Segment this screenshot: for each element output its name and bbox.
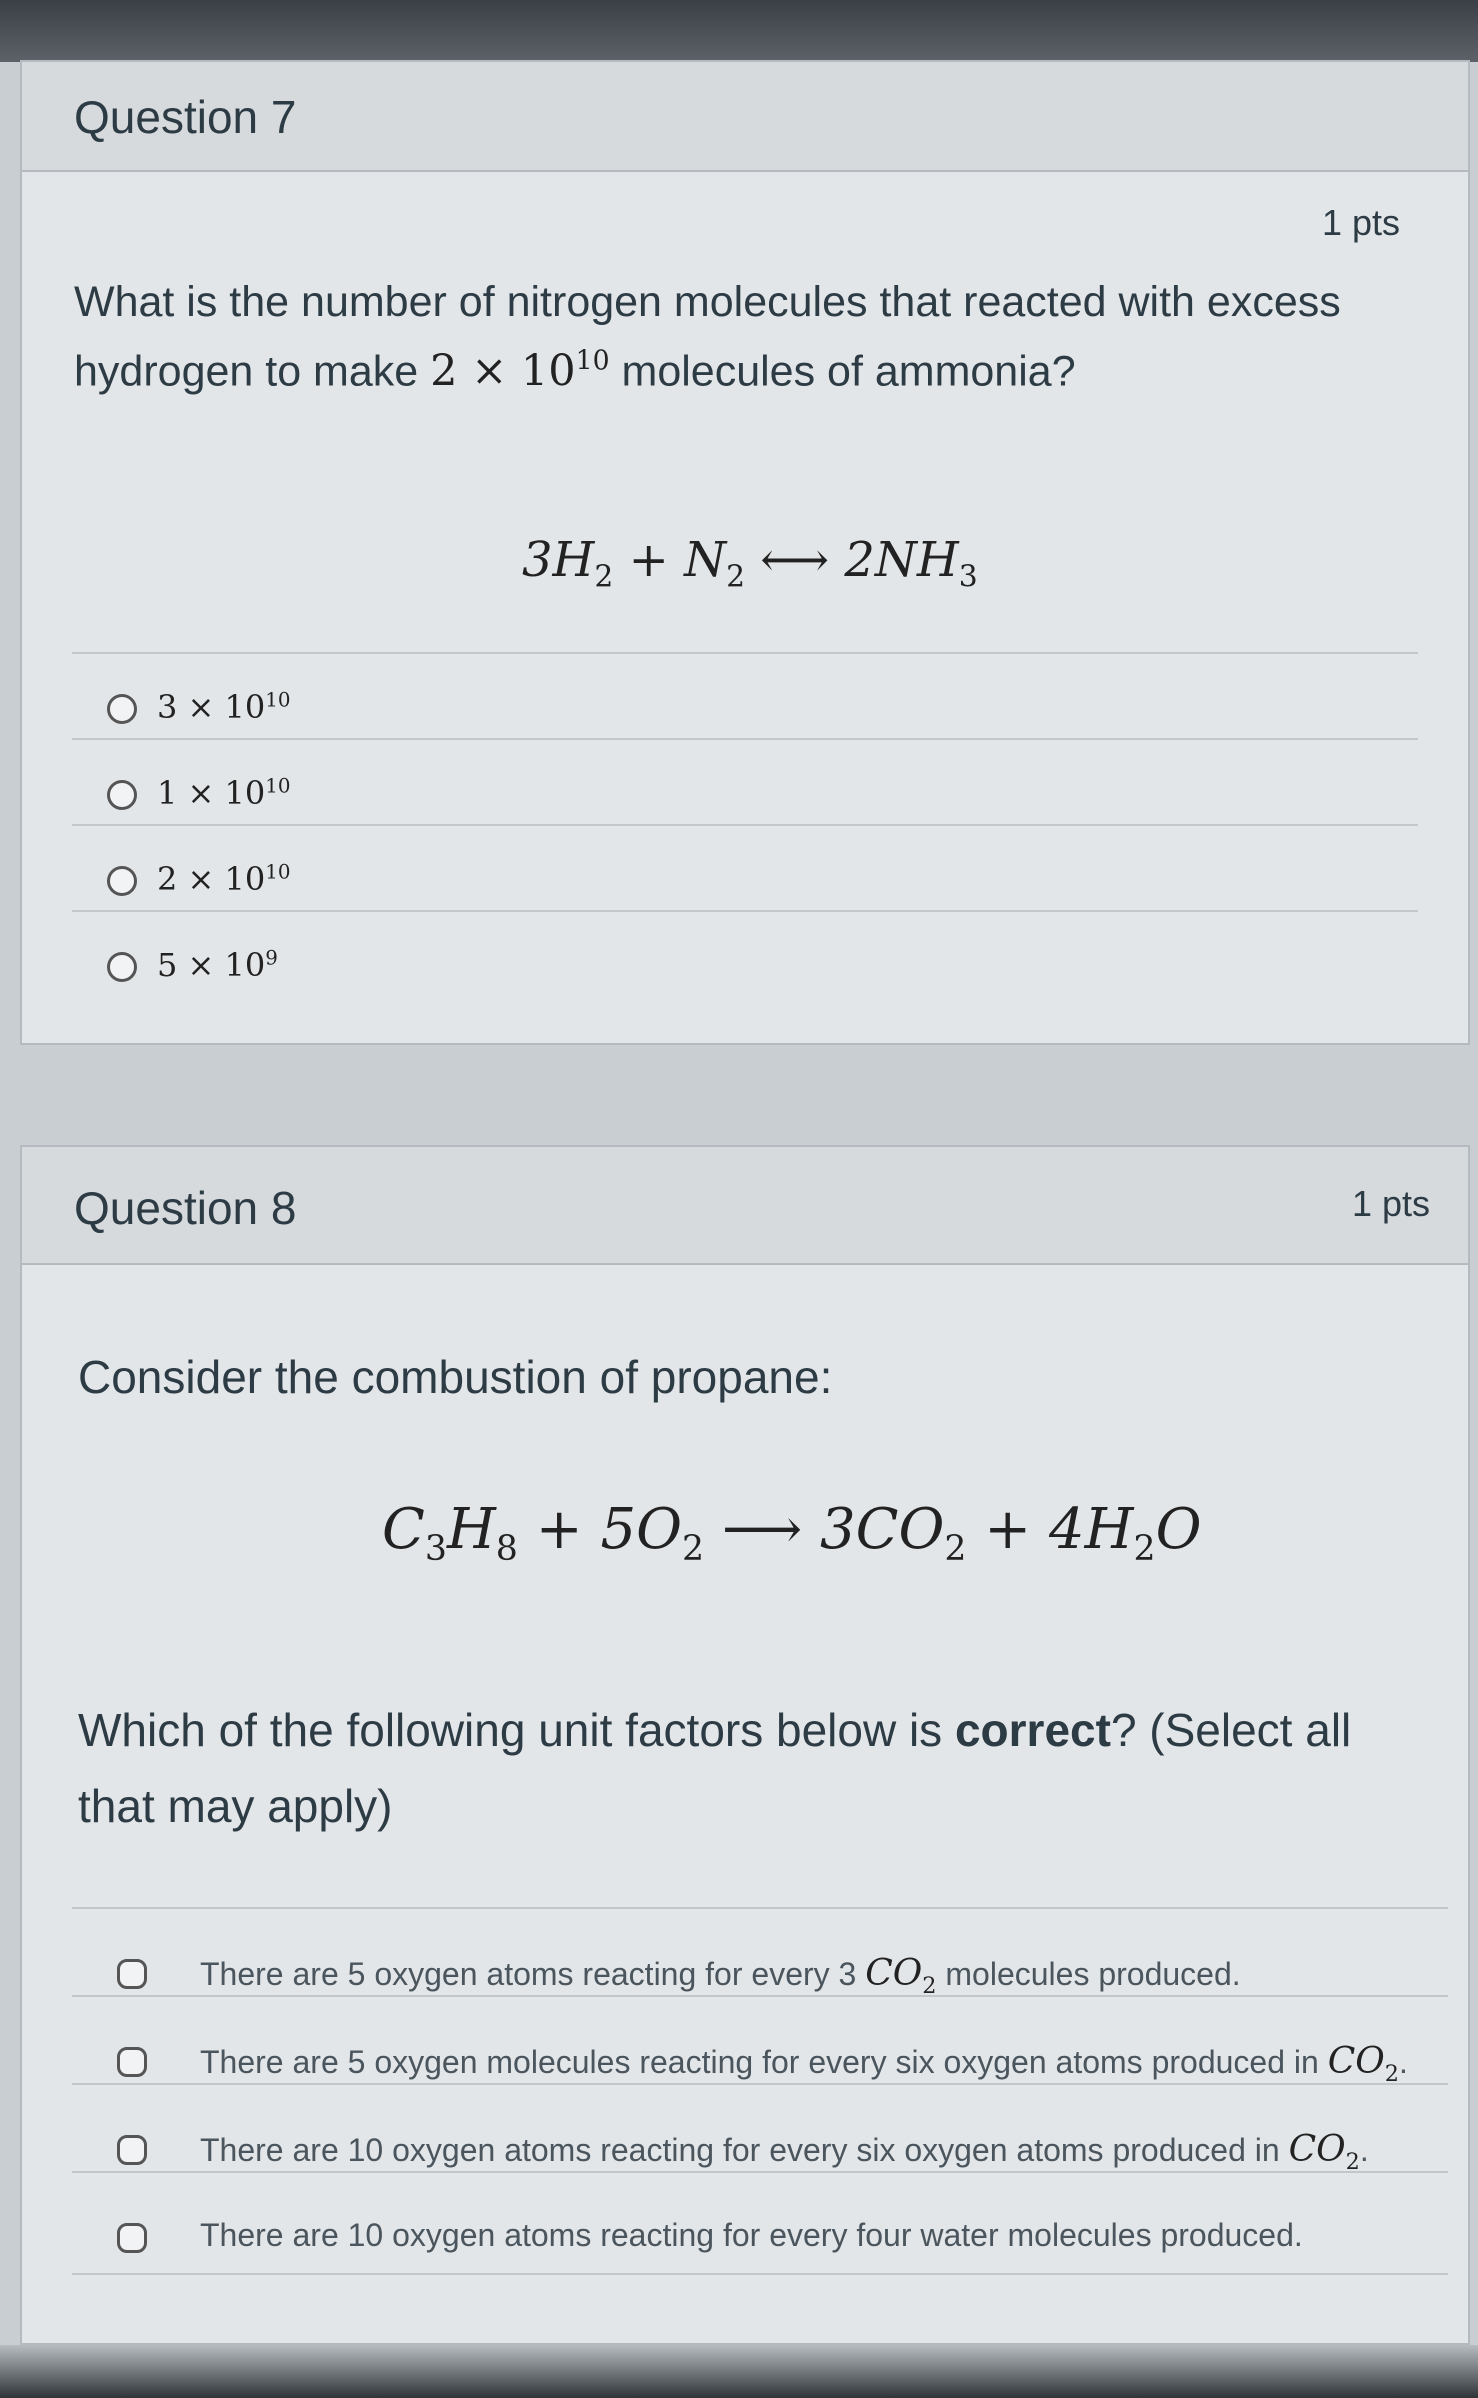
checkbox[interactable] xyxy=(117,2047,147,2077)
amount-math: $2 \times 10^{10}$ xyxy=(430,346,610,397)
question-title: Question 8 xyxy=(74,1182,297,1234)
question-7-header xyxy=(22,62,1468,172)
question-text-part: What is the number of nitrogen molecules that reacted with excess hydrogen to make xyxy=(74,278,1341,396)
option-label: There are 10 oxygen atoms reacting for every six oxygen atoms produced in $CO_2$. xyxy=(200,2129,1369,2176)
option-label: There are 5 oxygen atoms reacting for every 3 $CO_2$ molecules produced. xyxy=(200,1953,1241,2000)
question-8-panel xyxy=(20,1145,1470,2345)
answer-option[interactable] xyxy=(72,910,1418,998)
checkbox[interactable] xyxy=(117,1959,147,1989)
top-bar xyxy=(0,0,1478,62)
bottom-bezel xyxy=(0,2345,1478,2398)
answer-option[interactable] xyxy=(72,2083,1448,2176)
question-7-panel xyxy=(20,60,1470,1045)
question-points: 1 pts xyxy=(1322,202,1401,243)
question-text xyxy=(74,272,1374,401)
answer-option[interactable] xyxy=(72,1995,1448,2088)
option-label: $1 \times 10^{10}$ xyxy=(157,774,291,812)
question-points: 1 pts xyxy=(1352,1183,1431,1224)
answer-option[interactable] xyxy=(72,1907,1448,2000)
answer-option[interactable] xyxy=(72,738,1418,826)
question-text-part: molecules of ammonia? xyxy=(621,347,1076,396)
question-intro: Consider the combustion of propane: xyxy=(78,1351,833,1403)
option-label: $2 \times 10^{10}$ xyxy=(157,860,291,898)
answer-option[interactable] xyxy=(72,824,1418,912)
radio-button[interactable] xyxy=(107,780,137,810)
checkbox[interactable] xyxy=(117,2223,147,2253)
option-label: $3 \times 10^{10}$ xyxy=(157,688,291,726)
combustion-equation: $C_3H_8 + 5O_2$ ⟶ $3CO_2 + 4H_2O$ xyxy=(382,1497,1202,1570)
radio-button[interactable] xyxy=(107,866,137,896)
question-title: Question 7 xyxy=(74,91,297,143)
radio-button[interactable] xyxy=(107,952,137,982)
question-8-header xyxy=(22,1147,1468,1265)
answer-option[interactable] xyxy=(72,652,1418,740)
question-prompt: Which of the following unit factors below is correct? (Select all that may apply) xyxy=(78,1704,1352,1832)
option-label: There are 10 oxygen atoms reacting for every four water molecules produced. xyxy=(200,2217,1303,2253)
reaction-equation: $3H_2 + N_2$ ⟷ $2NH_3$ xyxy=(522,532,978,595)
answer-option[interactable] xyxy=(72,2171,1448,2275)
option-label: $5 \times 10^9$ xyxy=(157,946,278,984)
option-label: There are 5 oxygen molecules reacting for every six oxygen atoms produced in $CO_2$. xyxy=(200,2041,1408,2088)
radio-button[interactable] xyxy=(107,694,137,724)
checkbox[interactable] xyxy=(117,2135,147,2165)
